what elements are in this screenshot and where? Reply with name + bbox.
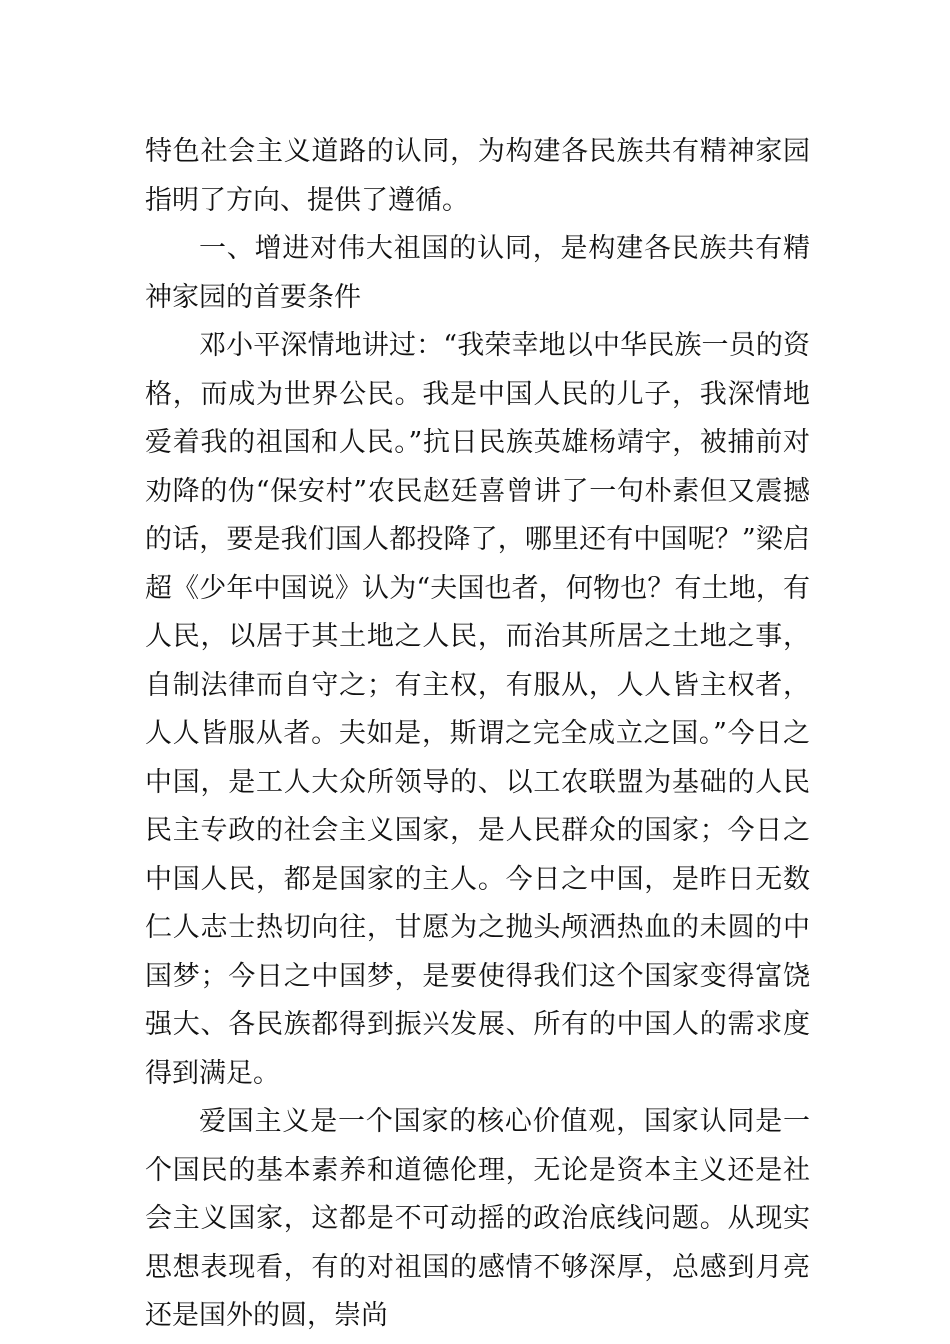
section-heading: 一、增进对伟大祖国的认同，是构建各民族共有精神家园的首要条件 — [145, 233, 810, 313]
document-page — [145, 128, 810, 1341]
paragraph-continuation: 特色社会主义道路的认同，为构建各民族共有精神家园指明了方向、提供了遵循。 — [145, 136, 810, 216]
paragraph-patriotism: 爱国主义是一个国家的核心价值观，国家认同是一个国民的基本素养和道德伦理，无论是资本主义还是社会主义国家，这都是不可动摇的政治底线问题。从现实思想表现看，有的对祖国的感情不够深厚，总感到月亮还是国外的圆，崇尚 — [145, 1106, 810, 1331]
paragraph-deng-xiaoping-quote: 邓小平深情地讲过：“我荣幸地以中华民族一员的资格，而成为世界公民。我是中国人民的儿子，我深情地爱着我的祖国和人民。”抗日民族英雄杨靖宇，被捕前对劝降的伪“保安村”农民赵廷喜曾讲了一句朴素但又震撼的话，要是我们国人都投降了，哪里还有中国呢？”梁启超《少年中国说》认为“夫国也者，何物也？有土地，有人民，以居于其土地之人民，而治其所居之土地之事，自制法律而自守之；有主权，有服从，人人皆主权者，人人皆服从者。夫如是，斯谓之完全成立之国。”今日之中国，是工人大众所领导的、以工农联盟为基础的人民民主专政的社会主义国家，是人民群众的国家；今日之中国人民，都是国家的主人。今日之中国，是昨日无数仁人志士热切向往，甘愿为之抛头颅洒热血的未圆的中国梦；今日之中国梦，是要使得我们这个国家变得富饶强大、各民族都得到振兴发展、所有的中国人的需求度得到满足。 — [145, 330, 810, 1089]
